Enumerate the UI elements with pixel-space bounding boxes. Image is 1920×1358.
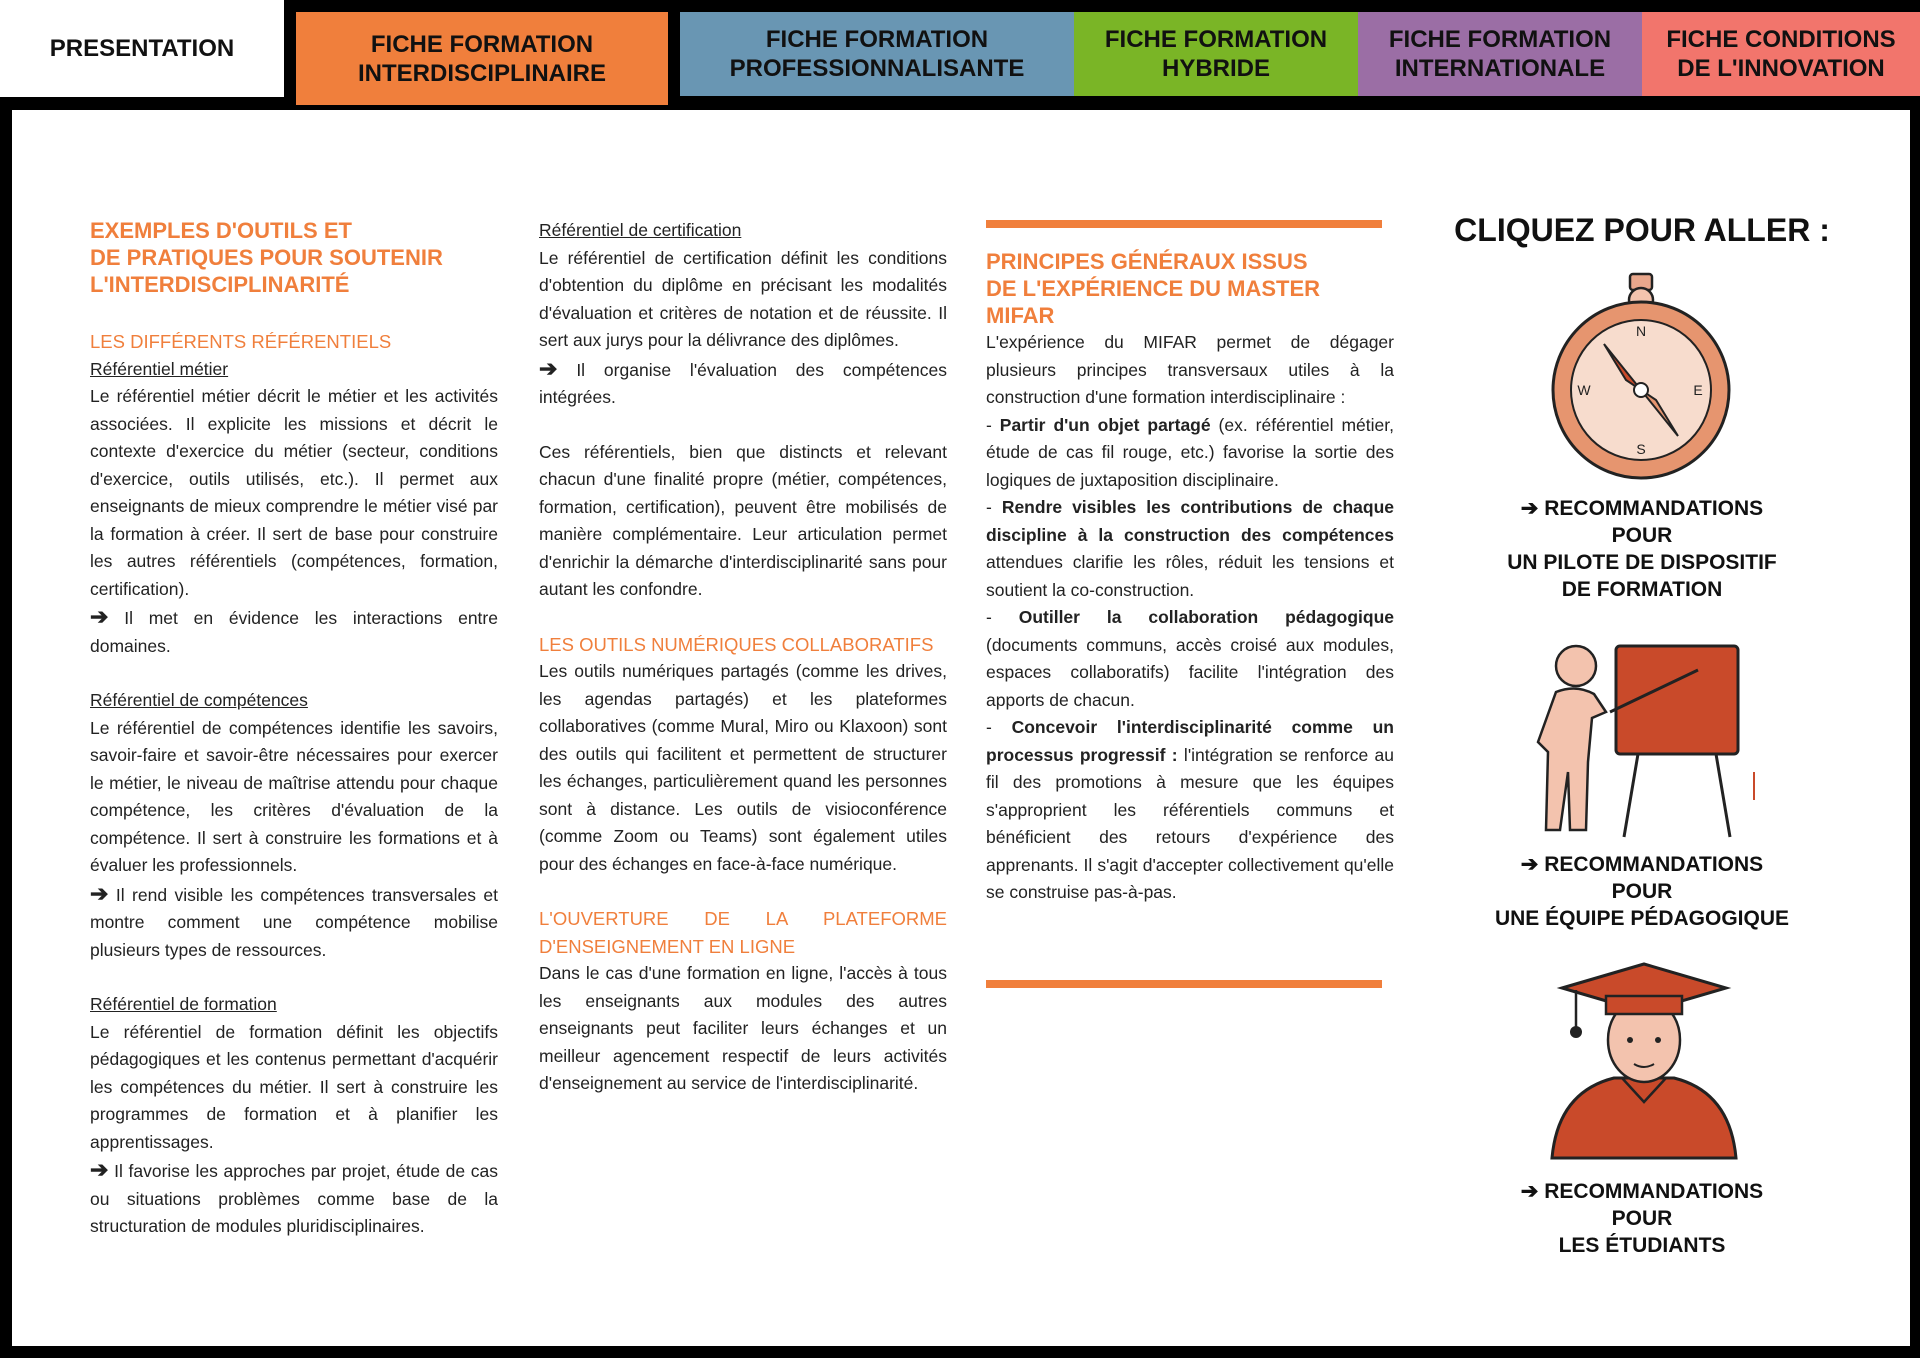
paragraph-outils-numeriques: Les outils numériques partagés (comme les drives, les agendas partagés) et les plateformes collaboratives (comme Mural, Miro ou Klaxoon) sont des outils qui facilitent et permettent de structurer les échanges, particulièrement quand les personnes sont à distance. Les outils de visioconférence (comme Zoom ou Teams) sont également utiles pour des échanges en face-à-face numérique. (539, 661, 947, 874)
principle-bold: Concevoir l'interdisciplinarité comme un processus progressif : (986, 717, 1394, 765)
orange-rule-bottom (986, 980, 1382, 988)
tab-label-line1: FICHE FORMATION (370, 30, 594, 58)
paragraph-certification: Le référentiel de certification définit les conditions d'obtention du diplôme en précisant les modalités d'évaluation et critères de notation et de réussite. Il sert aux jurys pour la délivrance des diplômes. (539, 247, 947, 350)
paragraph-ouverture-plateforme: Dans le cas d'une formation en ligne, l'accès à tous les enseignants aux modules des autres enseignants peut faciliter leurs échanges et un meilleur agencement respectif de leurs activités d'enseignement au service de l'interdisciplinarité. (539, 963, 947, 1093)
reco-label: RECOMMANDATIONS (1544, 1180, 1764, 1203)
paragraph-metier: Le référentiel métier décrit le métier et les activités associées. Il explicite les missions et décrit le contexte d'exercice du métier (secteur, conditions d'exercice, outils utilisés, etc.). Il permet aux enseignants de mieux comprendre le métier visé par la formation à créer. Il sert de base pour construire les autres référentiels (compétences, formation, certification). (90, 386, 498, 599)
compass-letter: S (1636, 441, 1646, 457)
paragraph-referentiels-complementaires: Ces référentiels, bien que distincts et relevant chacun d'une finalité propre (métier, compétences, formation, certification), peuvent être mobilisés de manière complémentaire. Leur articulation permet d'enrichir la démarche d'interdisciplinarité sans pour autant les confondre. (539, 441, 947, 599)
principle-item (986, 412, 1394, 495)
arrow-text: Il rend visible les compétences transversales et montre comment une compétence mobilise plusieurs types de ressources. (90, 884, 498, 960)
title-line: L'INTERDISCIPLINARITÉ (90, 272, 350, 297)
navigation-column (1432, 210, 1852, 250)
tab-fiche-internationale[interactable] (1358, 12, 1642, 96)
title-line: EXEMPLES D'OUTILS ET (90, 218, 352, 243)
tab-fiche-conditions-innovation[interactable] (1642, 12, 1920, 96)
title-line: MIFAR (986, 303, 1055, 328)
arrow-icon: ➔ (1520, 853, 1539, 876)
heading-outils-numeriques: LES OUTILS NUMÉRIQUES COLLABORATIFS (539, 633, 934, 655)
heading-referentiel-metier: Référentiel métier (90, 358, 229, 379)
arrow-icon: ➔ (1520, 1180, 1539, 1203)
tab-label-line1: FICHE FORMATION (1388, 26, 1612, 53)
arrow-icon: ➔ (90, 880, 109, 906)
arrow-icon: ➔ (90, 604, 109, 629)
link-recommandations-equipe[interactable] (1432, 851, 1852, 932)
student-graduate-icon[interactable] (1544, 962, 1744, 1160)
heading-referentiel-competences: Référentiel de compétences (90, 690, 308, 710)
compass-letter: W (1577, 382, 1591, 398)
tab-presentation[interactable] (0, 0, 284, 97)
subsection-referentiels: LES DIFFÉRENTS RÉFÉRENTIELS (90, 331, 392, 352)
arrow-icon: ➔ (90, 1157, 109, 1182)
compass-letter: N (1635, 323, 1647, 339)
arrow-note (90, 603, 498, 660)
principle-text: attendues clarifie les rôles, réduit les tensions et soutient la co-construction. (986, 552, 1394, 600)
arrow-icon: ➔ (1520, 497, 1539, 520)
arrow-note (90, 1156, 498, 1241)
principle-item (986, 714, 1394, 907)
principle-bold: Outiller la collaboration pédagogique (1018, 607, 1394, 627)
title-line: DE L'EXPÉRIENCE DU MASTER (986, 276, 1321, 301)
tab-label-line2: HYBRIDE (1161, 55, 1270, 82)
link-recommandations-etudiants[interactable] (1432, 1178, 1852, 1259)
link-recommandations-pilote[interactable] (1432, 495, 1852, 603)
arrow-text: Il met en évidence les interactions entre domaines. (90, 608, 498, 656)
reco-label: UN PILOTE DE DISPOSITIF (1507, 551, 1777, 574)
dash: - (986, 717, 1012, 737)
paragraph-intro: L'expérience du MIFAR permet de dégager plusieurs principes transversaux utiles à la construction d'une formation interdisciplinaire : (986, 332, 1394, 407)
teacher-board-icon[interactable] (1526, 632, 1766, 842)
heading-referentiel-certification: Référentiel de certification (539, 220, 742, 240)
arrow-note (539, 355, 947, 412)
tab-fiche-professionnalisante[interactable] (680, 12, 1074, 96)
reco-label: POUR (1611, 524, 1673, 547)
content-panel (12, 110, 1910, 1346)
arrow-text: Il favorise les approches par projet, étude de cas ou situations problèmes comme base de la structuration de modules pluridisciplinaires. (90, 1161, 498, 1236)
principle-text: l'intégration se renforce au fil des promotions à mesure que les équipes s'approprient les référentiels communs et bénéficient des retours d'expérience des apprenants. Il s'agit d'accepter collectivement qu'elle se construise pas-à-pas. (986, 744, 1395, 902)
orange-rule-top (986, 220, 1382, 228)
arrow-note (90, 880, 498, 965)
tab-bar (0, 0, 1920, 100)
reco-label: POUR (1611, 880, 1673, 903)
dash: - (986, 414, 1000, 435)
column-principes (986, 248, 1394, 907)
compass-letter: E (1693, 382, 1703, 398)
reco-label: RECOMMANDATIONS (1544, 497, 1764, 520)
section-title (986, 248, 1394, 329)
tab-fiche-hybride[interactable] (1074, 12, 1358, 96)
column-outils (90, 217, 498, 1241)
tab-label-line2: INTERNATIONALE (1394, 55, 1606, 82)
reco-label: POUR (1611, 1207, 1673, 1230)
dash: - (986, 607, 1019, 627)
section-title (90, 217, 498, 298)
principle-item (986, 604, 1394, 714)
principle-text: (ex. référentiel métier, étude de cas fil rouge, etc.) favorise la sortie des logiques de juxtaposition disciplinaire. (986, 414, 1394, 490)
tab-label-line1: FICHE FORMATION (1104, 26, 1328, 53)
tab-fiche-interdisciplinaire[interactable] (296, 12, 668, 105)
reco-label: DE FORMATION (1561, 578, 1723, 601)
reco-label: RECOMMANDATIONS (1544, 853, 1764, 876)
tab-label-line2: PROFESSIONNALISANTE (729, 55, 1025, 82)
heading-referentiel-formation: Référentiel de formation (90, 994, 277, 1014)
tab-label-line2: INTERDISCIPLINAIRE (357, 59, 606, 87)
arrow-icon: ➔ (539, 355, 558, 381)
cta-title: CLIQUEZ POUR ALLER : (1454, 212, 1830, 248)
principle-text: (documents communs, accès croisé aux modules, espaces collaboratifs) facilite l'intégration des apports de chacun. (986, 634, 1394, 710)
column-referentiels (539, 217, 947, 1098)
title-line: DE PRATIQUES POUR SOUTENIR (90, 245, 443, 270)
tab-presentation-label: PRESENTATION (49, 35, 235, 62)
tab-label-line1: FICHE CONDITIONS (1666, 26, 1896, 53)
principle-item (986, 494, 1394, 604)
dash: - (986, 497, 1002, 517)
title-line: PRINCIPES GÉNÉRAUX ISSUS (986, 249, 1308, 274)
principle-bold: Rendre visibles les contributions de chaque discipline à la construction des compétences (986, 497, 1394, 545)
tab-label-line2: DE L'INNOVATION (1677, 55, 1885, 82)
heading-ouverture-plateforme: L'OUVERTURE DE LA PLATEFORME D'ENSEIGNEMENT EN LIGNE (539, 908, 947, 957)
arrow-text: Il organise l'évaluation des compétences intégrées. (539, 359, 947, 407)
paragraph-formation: Le référentiel de formation définit les objectifs pédagogiques et les contenus permettant d'acquérir les compétences du métier. Il sert à construire les programmes de formation et à planifier les apprentissages. (90, 1021, 498, 1152)
compass-icon[interactable] (1542, 272, 1742, 482)
paragraph-competences: Le référentiel de compétences identifie les savoirs, savoir-faire et savoir-être nécessaires pour exercer le métier, le niveau de maîtrise attendu pour chaque compétence, les critères d'évaluation de la compétence. Il sert à construire les formations et à évaluer les professionnels. (90, 717, 498, 875)
reco-label: LES ÉTUDIANTS (1558, 1234, 1726, 1257)
tab-label-line1: FICHE FORMATION (765, 26, 989, 53)
reco-label: UNE ÉQUIPE PÉDAGOGIQUE (1494, 907, 1790, 930)
principle-bold: Partir d'un objet partagé (999, 414, 1211, 435)
